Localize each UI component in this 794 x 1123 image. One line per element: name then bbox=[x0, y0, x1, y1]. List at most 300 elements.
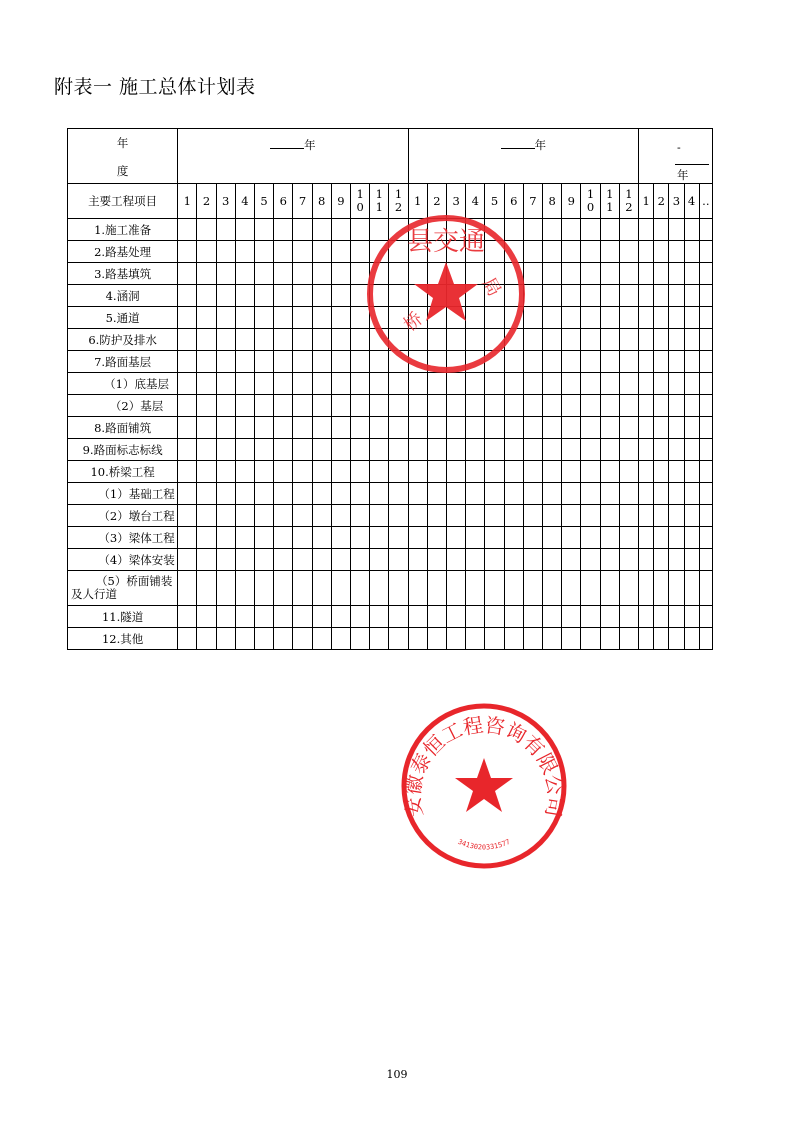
schedule-cell[interactable] bbox=[619, 417, 638, 439]
schedule-cell[interactable] bbox=[216, 395, 235, 417]
schedule-cell[interactable] bbox=[543, 307, 562, 329]
schedule-cell[interactable] bbox=[216, 549, 235, 571]
schedule-cell[interactable] bbox=[562, 606, 581, 628]
schedule-cell[interactable] bbox=[216, 263, 235, 285]
schedule-cell[interactable] bbox=[274, 417, 293, 439]
schedule-cell[interactable] bbox=[466, 395, 485, 417]
schedule-cell[interactable] bbox=[370, 395, 389, 417]
schedule-cell[interactable] bbox=[197, 527, 216, 549]
schedule-cell[interactable] bbox=[581, 505, 600, 527]
schedule-cell[interactable] bbox=[669, 571, 684, 606]
schedule-cell[interactable] bbox=[235, 628, 254, 650]
schedule-cell[interactable] bbox=[331, 628, 350, 650]
schedule-cell[interactable] bbox=[562, 219, 581, 241]
schedule-cell[interactable] bbox=[389, 628, 408, 650]
schedule-cell[interactable] bbox=[331, 285, 350, 307]
schedule-cell[interactable] bbox=[389, 505, 408, 527]
schedule-cell[interactable] bbox=[312, 307, 331, 329]
schedule-cell[interactable] bbox=[312, 417, 331, 439]
schedule-cell[interactable] bbox=[523, 571, 542, 606]
schedule-cell[interactable] bbox=[639, 549, 654, 571]
schedule-cell[interactable] bbox=[619, 329, 638, 351]
schedule-cell[interactable] bbox=[699, 571, 712, 606]
schedule-cell[interactable] bbox=[619, 351, 638, 373]
schedule-cell[interactable] bbox=[669, 527, 684, 549]
schedule-cell[interactable] bbox=[562, 571, 581, 606]
schedule-cell[interactable] bbox=[600, 285, 619, 307]
schedule-cell[interactable] bbox=[543, 461, 562, 483]
schedule-cell[interactable] bbox=[427, 439, 446, 461]
schedule-cell[interactable] bbox=[331, 606, 350, 628]
schedule-cell[interactable] bbox=[447, 527, 466, 549]
schedule-cell[interactable] bbox=[216, 351, 235, 373]
schedule-cell[interactable] bbox=[581, 285, 600, 307]
schedule-cell[interactable] bbox=[466, 606, 485, 628]
schedule-cell[interactable] bbox=[447, 461, 466, 483]
schedule-cell[interactable] bbox=[293, 263, 312, 285]
schedule-cell[interactable] bbox=[619, 373, 638, 395]
schedule-cell[interactable] bbox=[581, 606, 600, 628]
schedule-cell[interactable] bbox=[654, 606, 669, 628]
schedule-cell[interactable] bbox=[684, 285, 699, 307]
schedule-cell[interactable] bbox=[235, 439, 254, 461]
schedule-cell[interactable] bbox=[331, 373, 350, 395]
schedule-cell[interactable] bbox=[639, 505, 654, 527]
schedule-cell[interactable] bbox=[619, 285, 638, 307]
schedule-cell[interactable] bbox=[600, 351, 619, 373]
schedule-cell[interactable] bbox=[581, 549, 600, 571]
schedule-cell[interactable] bbox=[619, 461, 638, 483]
schedule-cell[interactable] bbox=[619, 549, 638, 571]
schedule-cell[interactable] bbox=[351, 571, 370, 606]
schedule-cell[interactable] bbox=[197, 439, 216, 461]
schedule-cell[interactable] bbox=[543, 351, 562, 373]
schedule-cell[interactable] bbox=[293, 606, 312, 628]
schedule-cell[interactable] bbox=[235, 285, 254, 307]
schedule-cell[interactable] bbox=[293, 373, 312, 395]
schedule-cell[interactable] bbox=[669, 505, 684, 527]
schedule-cell[interactable] bbox=[504, 628, 523, 650]
schedule-cell[interactable] bbox=[235, 505, 254, 527]
schedule-cell[interactable] bbox=[293, 571, 312, 606]
schedule-cell[interactable] bbox=[447, 606, 466, 628]
schedule-cell[interactable] bbox=[581, 329, 600, 351]
schedule-cell[interactable] bbox=[178, 505, 197, 527]
schedule-cell[interactable] bbox=[447, 439, 466, 461]
schedule-cell[interactable] bbox=[178, 417, 197, 439]
schedule-cell[interactable] bbox=[274, 439, 293, 461]
schedule-cell[interactable] bbox=[654, 263, 669, 285]
schedule-cell[interactable] bbox=[485, 505, 504, 527]
schedule-cell[interactable] bbox=[600, 606, 619, 628]
schedule-cell[interactable] bbox=[197, 606, 216, 628]
schedule-cell[interactable] bbox=[699, 263, 712, 285]
schedule-cell[interactable] bbox=[235, 241, 254, 263]
schedule-cell[interactable] bbox=[197, 417, 216, 439]
schedule-cell[interactable] bbox=[197, 461, 216, 483]
schedule-cell[interactable] bbox=[351, 628, 370, 650]
schedule-cell[interactable] bbox=[485, 571, 504, 606]
schedule-cell[interactable] bbox=[562, 373, 581, 395]
schedule-cell[interactable] bbox=[562, 505, 581, 527]
schedule-cell[interactable] bbox=[370, 606, 389, 628]
schedule-cell[interactable] bbox=[619, 628, 638, 650]
schedule-cell[interactable] bbox=[178, 329, 197, 351]
schedule-cell[interactable] bbox=[654, 395, 669, 417]
schedule-cell[interactable] bbox=[669, 329, 684, 351]
schedule-cell[interactable] bbox=[684, 373, 699, 395]
schedule-cell[interactable] bbox=[581, 373, 600, 395]
schedule-cell[interactable] bbox=[639, 263, 654, 285]
schedule-cell[interactable] bbox=[389, 483, 408, 505]
schedule-cell[interactable] bbox=[312, 628, 331, 650]
schedule-cell[interactable] bbox=[654, 285, 669, 307]
schedule-cell[interactable] bbox=[543, 483, 562, 505]
schedule-cell[interactable] bbox=[684, 483, 699, 505]
schedule-cell[interactable] bbox=[581, 395, 600, 417]
schedule-cell[interactable] bbox=[427, 549, 446, 571]
schedule-cell[interactable] bbox=[619, 571, 638, 606]
schedule-cell[interactable] bbox=[274, 329, 293, 351]
schedule-cell[interactable] bbox=[216, 483, 235, 505]
schedule-cell[interactable] bbox=[669, 219, 684, 241]
schedule-cell[interactable] bbox=[331, 241, 350, 263]
schedule-cell[interactable] bbox=[293, 628, 312, 650]
schedule-cell[interactable] bbox=[600, 483, 619, 505]
schedule-cell[interactable] bbox=[216, 285, 235, 307]
schedule-cell[interactable] bbox=[312, 606, 331, 628]
schedule-cell[interactable] bbox=[504, 549, 523, 571]
schedule-cell[interactable] bbox=[504, 395, 523, 417]
schedule-cell[interactable] bbox=[654, 439, 669, 461]
schedule-cell[interactable] bbox=[581, 417, 600, 439]
schedule-cell[interactable] bbox=[504, 606, 523, 628]
schedule-cell[interactable] bbox=[562, 307, 581, 329]
schedule-cell[interactable] bbox=[600, 329, 619, 351]
schedule-cell[interactable] bbox=[197, 483, 216, 505]
schedule-cell[interactable] bbox=[485, 628, 504, 650]
schedule-cell[interactable] bbox=[600, 505, 619, 527]
schedule-cell[interactable] bbox=[254, 329, 273, 351]
schedule-cell[interactable] bbox=[639, 571, 654, 606]
schedule-cell[interactable] bbox=[427, 505, 446, 527]
schedule-cell[interactable] bbox=[274, 219, 293, 241]
schedule-cell[interactable] bbox=[619, 505, 638, 527]
schedule-cell[interactable] bbox=[427, 461, 446, 483]
schedule-cell[interactable] bbox=[699, 285, 712, 307]
schedule-cell[interactable] bbox=[562, 263, 581, 285]
schedule-cell[interactable] bbox=[600, 628, 619, 650]
schedule-cell[interactable] bbox=[669, 307, 684, 329]
schedule-cell[interactable] bbox=[581, 483, 600, 505]
schedule-cell[interactable] bbox=[669, 461, 684, 483]
schedule-cell[interactable] bbox=[274, 527, 293, 549]
schedule-cell[interactable] bbox=[216, 241, 235, 263]
schedule-cell[interactable] bbox=[523, 395, 542, 417]
schedule-cell[interactable] bbox=[427, 606, 446, 628]
schedule-cell[interactable] bbox=[408, 483, 427, 505]
schedule-cell[interactable] bbox=[684, 241, 699, 263]
schedule-cell[interactable] bbox=[389, 461, 408, 483]
schedule-cell[interactable] bbox=[408, 606, 427, 628]
schedule-cell[interactable] bbox=[466, 417, 485, 439]
schedule-cell[interactable] bbox=[312, 351, 331, 373]
schedule-cell[interactable] bbox=[178, 527, 197, 549]
schedule-cell[interactable] bbox=[254, 307, 273, 329]
schedule-cell[interactable] bbox=[351, 395, 370, 417]
schedule-cell[interactable] bbox=[485, 527, 504, 549]
schedule-cell[interactable] bbox=[331, 417, 350, 439]
schedule-cell[interactable] bbox=[408, 461, 427, 483]
schedule-cell[interactable] bbox=[600, 439, 619, 461]
schedule-cell[interactable] bbox=[370, 461, 389, 483]
schedule-cell[interactable] bbox=[408, 628, 427, 650]
schedule-cell[interactable] bbox=[235, 461, 254, 483]
schedule-cell[interactable] bbox=[639, 628, 654, 650]
schedule-cell[interactable] bbox=[466, 483, 485, 505]
schedule-cell[interactable] bbox=[197, 628, 216, 650]
schedule-cell[interactable] bbox=[699, 549, 712, 571]
schedule-cell[interactable] bbox=[639, 395, 654, 417]
schedule-cell[interactable] bbox=[254, 606, 273, 628]
schedule-cell[interactable] bbox=[504, 461, 523, 483]
schedule-cell[interactable] bbox=[197, 307, 216, 329]
schedule-cell[interactable] bbox=[331, 483, 350, 505]
schedule-cell[interactable] bbox=[619, 483, 638, 505]
schedule-cell[interactable] bbox=[600, 263, 619, 285]
schedule-cell[interactable] bbox=[562, 439, 581, 461]
schedule-cell[interactable] bbox=[254, 351, 273, 373]
schedule-cell[interactable] bbox=[331, 439, 350, 461]
schedule-cell[interactable] bbox=[639, 307, 654, 329]
schedule-cell[interactable] bbox=[274, 373, 293, 395]
schedule-cell[interactable] bbox=[408, 527, 427, 549]
schedule-cell[interactable] bbox=[684, 351, 699, 373]
schedule-cell[interactable] bbox=[351, 417, 370, 439]
schedule-cell[interactable] bbox=[669, 439, 684, 461]
schedule-cell[interactable] bbox=[619, 395, 638, 417]
schedule-cell[interactable] bbox=[543, 527, 562, 549]
schedule-cell[interactable] bbox=[216, 628, 235, 650]
schedule-cell[interactable] bbox=[293, 483, 312, 505]
schedule-cell[interactable] bbox=[684, 417, 699, 439]
schedule-cell[interactable] bbox=[293, 285, 312, 307]
schedule-cell[interactable] bbox=[274, 241, 293, 263]
schedule-cell[interactable] bbox=[331, 351, 350, 373]
schedule-cell[interactable] bbox=[235, 263, 254, 285]
schedule-cell[interactable] bbox=[216, 439, 235, 461]
schedule-cell[interactable] bbox=[351, 439, 370, 461]
schedule-cell[interactable] bbox=[254, 241, 273, 263]
schedule-cell[interactable] bbox=[504, 571, 523, 606]
schedule-cell[interactable] bbox=[654, 219, 669, 241]
schedule-cell[interactable] bbox=[562, 395, 581, 417]
schedule-cell[interactable] bbox=[543, 285, 562, 307]
schedule-cell[interactable] bbox=[235, 606, 254, 628]
schedule-cell[interactable] bbox=[581, 307, 600, 329]
schedule-cell[interactable] bbox=[351, 527, 370, 549]
schedule-cell[interactable] bbox=[312, 373, 331, 395]
schedule-cell[interactable] bbox=[619, 307, 638, 329]
schedule-cell[interactable] bbox=[274, 263, 293, 285]
schedule-cell[interactable] bbox=[466, 505, 485, 527]
schedule-cell[interactable] bbox=[523, 461, 542, 483]
schedule-cell[interactable] bbox=[274, 505, 293, 527]
schedule-cell[interactable] bbox=[543, 417, 562, 439]
schedule-cell[interactable] bbox=[639, 373, 654, 395]
schedule-cell[interactable] bbox=[523, 549, 542, 571]
schedule-cell[interactable] bbox=[235, 395, 254, 417]
schedule-cell[interactable] bbox=[684, 549, 699, 571]
schedule-cell[interactable] bbox=[654, 351, 669, 373]
schedule-cell[interactable] bbox=[178, 628, 197, 650]
schedule-cell[interactable] bbox=[600, 307, 619, 329]
schedule-cell[interactable] bbox=[370, 505, 389, 527]
schedule-cell[interactable] bbox=[523, 606, 542, 628]
schedule-cell[interactable] bbox=[178, 461, 197, 483]
schedule-cell[interactable] bbox=[274, 483, 293, 505]
schedule-cell[interactable] bbox=[293, 549, 312, 571]
schedule-cell[interactable] bbox=[274, 285, 293, 307]
schedule-cell[interactable] bbox=[619, 527, 638, 549]
schedule-cell[interactable] bbox=[254, 628, 273, 650]
schedule-cell[interactable] bbox=[312, 439, 331, 461]
schedule-cell[interactable] bbox=[274, 395, 293, 417]
schedule-cell[interactable] bbox=[178, 606, 197, 628]
schedule-cell[interactable] bbox=[504, 417, 523, 439]
schedule-cell[interactable] bbox=[254, 219, 273, 241]
schedule-cell[interactable] bbox=[654, 483, 669, 505]
schedule-cell[interactable] bbox=[254, 527, 273, 549]
schedule-cell[interactable] bbox=[684, 263, 699, 285]
schedule-cell[interactable] bbox=[389, 417, 408, 439]
schedule-cell[interactable] bbox=[562, 461, 581, 483]
schedule-cell[interactable] bbox=[370, 628, 389, 650]
schedule-cell[interactable] bbox=[408, 571, 427, 606]
schedule-cell[interactable] bbox=[654, 307, 669, 329]
schedule-cell[interactable] bbox=[669, 606, 684, 628]
schedule-cell[interactable] bbox=[523, 483, 542, 505]
schedule-cell[interactable] bbox=[197, 263, 216, 285]
schedule-cell[interactable] bbox=[389, 395, 408, 417]
schedule-cell[interactable] bbox=[331, 527, 350, 549]
schedule-cell[interactable] bbox=[684, 329, 699, 351]
schedule-cell[interactable] bbox=[562, 483, 581, 505]
schedule-cell[interactable] bbox=[370, 571, 389, 606]
schedule-cell[interactable] bbox=[274, 461, 293, 483]
schedule-cell[interactable] bbox=[427, 483, 446, 505]
schedule-cell[interactable] bbox=[408, 549, 427, 571]
schedule-cell[interactable] bbox=[235, 373, 254, 395]
schedule-cell[interactable] bbox=[408, 505, 427, 527]
schedule-cell[interactable] bbox=[654, 628, 669, 650]
schedule-cell[interactable] bbox=[654, 417, 669, 439]
schedule-cell[interactable] bbox=[216, 527, 235, 549]
schedule-cell[interactable] bbox=[274, 351, 293, 373]
schedule-cell[interactable] bbox=[370, 549, 389, 571]
schedule-cell[interactable] bbox=[293, 417, 312, 439]
schedule-cell[interactable] bbox=[197, 505, 216, 527]
schedule-cell[interactable] bbox=[581, 461, 600, 483]
schedule-cell[interactable] bbox=[312, 571, 331, 606]
schedule-cell[interactable] bbox=[699, 606, 712, 628]
schedule-cell[interactable] bbox=[654, 527, 669, 549]
schedule-cell[interactable] bbox=[485, 439, 504, 461]
schedule-cell[interactable] bbox=[312, 285, 331, 307]
schedule-cell[interactable] bbox=[699, 351, 712, 373]
schedule-cell[interactable] bbox=[699, 219, 712, 241]
schedule-cell[interactable] bbox=[699, 483, 712, 505]
schedule-cell[interactable] bbox=[523, 505, 542, 527]
schedule-cell[interactable] bbox=[523, 417, 542, 439]
schedule-cell[interactable] bbox=[619, 606, 638, 628]
schedule-cell[interactable] bbox=[639, 241, 654, 263]
schedule-cell[interactable] bbox=[254, 417, 273, 439]
schedule-cell[interactable] bbox=[684, 307, 699, 329]
schedule-cell[interactable] bbox=[197, 329, 216, 351]
schedule-cell[interactable] bbox=[485, 606, 504, 628]
schedule-cell[interactable] bbox=[543, 505, 562, 527]
schedule-cell[interactable] bbox=[699, 439, 712, 461]
schedule-cell[interactable] bbox=[274, 307, 293, 329]
schedule-cell[interactable] bbox=[351, 549, 370, 571]
schedule-cell[interactable] bbox=[197, 285, 216, 307]
schedule-cell[interactable] bbox=[293, 527, 312, 549]
schedule-cell[interactable] bbox=[254, 285, 273, 307]
schedule-cell[interactable] bbox=[699, 628, 712, 650]
schedule-cell[interactable] bbox=[504, 439, 523, 461]
schedule-cell[interactable] bbox=[178, 439, 197, 461]
schedule-cell[interactable] bbox=[600, 373, 619, 395]
schedule-cell[interactable] bbox=[351, 505, 370, 527]
schedule-cell[interactable] bbox=[178, 483, 197, 505]
schedule-cell[interactable] bbox=[427, 628, 446, 650]
schedule-cell[interactable] bbox=[600, 527, 619, 549]
schedule-cell[interactable] bbox=[178, 571, 197, 606]
schedule-cell[interactable] bbox=[699, 527, 712, 549]
schedule-cell[interactable] bbox=[254, 373, 273, 395]
schedule-cell[interactable] bbox=[600, 395, 619, 417]
schedule-cell[interactable] bbox=[274, 549, 293, 571]
schedule-cell[interactable] bbox=[669, 549, 684, 571]
schedule-cell[interactable] bbox=[427, 571, 446, 606]
schedule-cell[interactable] bbox=[254, 483, 273, 505]
schedule-cell[interactable] bbox=[600, 417, 619, 439]
schedule-cell[interactable] bbox=[562, 351, 581, 373]
schedule-cell[interactable] bbox=[427, 395, 446, 417]
schedule-cell[interactable] bbox=[562, 285, 581, 307]
schedule-cell[interactable] bbox=[216, 307, 235, 329]
schedule-cell[interactable] bbox=[669, 628, 684, 650]
schedule-cell[interactable] bbox=[543, 628, 562, 650]
schedule-cell[interactable] bbox=[699, 373, 712, 395]
schedule-cell[interactable] bbox=[466, 461, 485, 483]
schedule-cell[interactable] bbox=[485, 483, 504, 505]
schedule-cell[interactable] bbox=[699, 461, 712, 483]
schedule-cell[interactable] bbox=[216, 461, 235, 483]
schedule-cell[interactable] bbox=[684, 395, 699, 417]
schedule-cell[interactable] bbox=[466, 439, 485, 461]
schedule-cell[interactable] bbox=[639, 329, 654, 351]
schedule-cell[interactable] bbox=[699, 395, 712, 417]
schedule-cell[interactable] bbox=[216, 373, 235, 395]
schedule-cell[interactable] bbox=[581, 219, 600, 241]
schedule-cell[interactable] bbox=[669, 351, 684, 373]
schedule-cell[interactable] bbox=[235, 571, 254, 606]
schedule-cell[interactable] bbox=[581, 263, 600, 285]
schedule-cell[interactable] bbox=[523, 628, 542, 650]
schedule-cell[interactable] bbox=[447, 628, 466, 650]
